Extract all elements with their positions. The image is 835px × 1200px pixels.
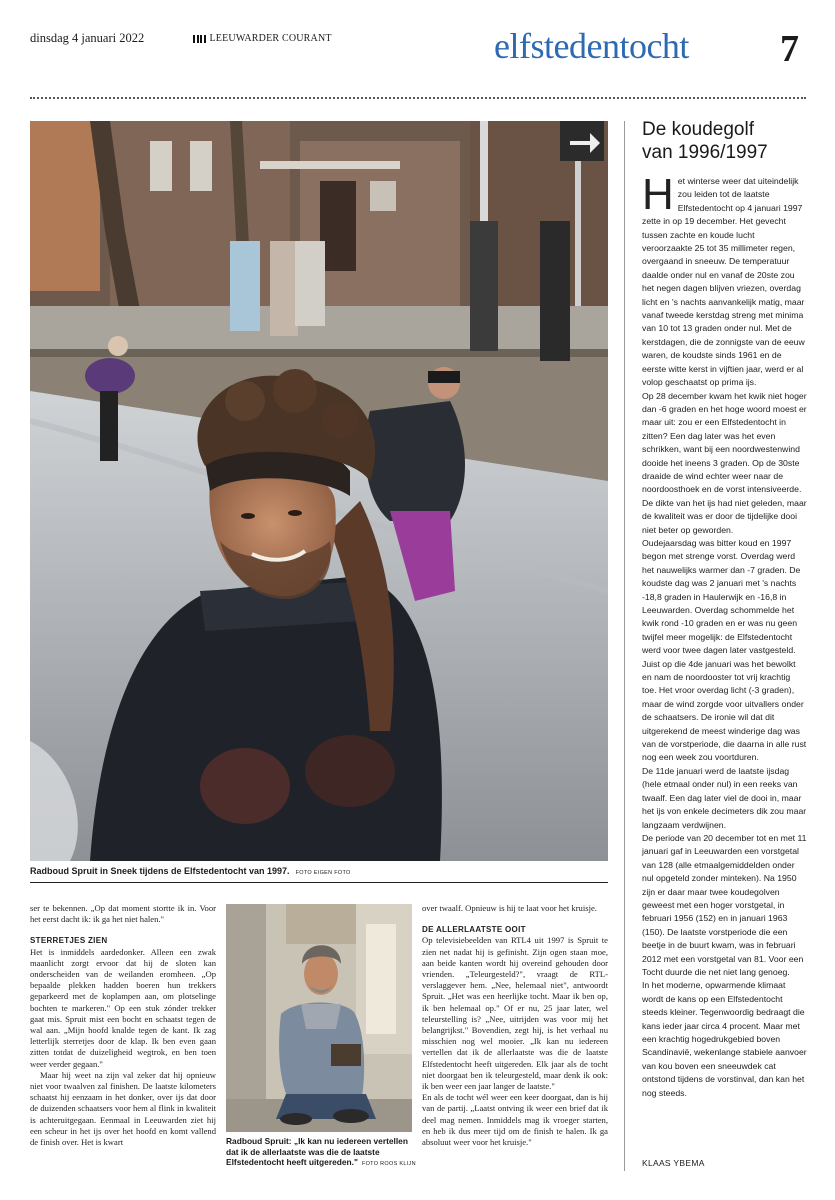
sidebar-article [642, 170, 807, 1100]
article-paragraph: En als de tocht wél weer een keer doorgaat, dan is hij van de partij. „Laatst ontving ik weer een brief dat ik deel mag nemen. Inmiddels mag ik vroeger starten, en heb ik dus meer tijd om de finish te halen. Ik ga absoluut weer voor het kruisje." [422, 1092, 608, 1148]
main-photo [30, 121, 608, 861]
portrait-photo-caption-text: Radboud Spruit: „Ik kan nu iedereen vertellen dat ik de allerlaatste was die de laatste Elfstedentocht heeft uitgereden." [226, 1136, 408, 1168]
article-column-3 [422, 903, 608, 1148]
sidebar-author: KLAAS YBEMA [642, 1158, 705, 1168]
sidebar-paragraph: In het moderne, opwarmende klimaat wordt de kans op een Elfstedentocht steeds kleiner. Tegenwoordig bedraagt die kans ieder jaar circa 4 procent. Maar met een krachtig hogedrukgebied boven Scandinavië, wekenlange stabiele aanvoer van kou boven een sneeuwdek cat ontstond tijdens de vorstinval, dan kan het nog steeds. [642, 980, 807, 1098]
sidebar-paragraph: De periode van 20 december tot en met 11 januari gaf in Leeuwarden een vorstgetal van 128 (alle etmaalgemiddelden onder nul opgeteld zonder minteken). Na 1950 zijn er daar maar twee koudegolven geweest met een hoger vorstgetal, in februari 1956 (152) en in januari 1963 (150). De laatste vorstperiode die een beetje in de buurt kwam, was in februari 2012 met een vorstgetal van 81. Voor een Tocht duurde die net niet lang genoeg. [642, 832, 807, 977]
issue-date: dinsdag 4 januari 2022 [30, 31, 145, 45]
article-paragraph: Op televisiebeelden van RTL4 uit 1997 is Spruit te zien net nadat hij is gefinisht. Zijn ogen staan moe, aan beide kanten wordt hij overeind gehouden door vrienden. „Teleurgesteld?", vraagt de RTL-verslaggever hem. „Nee, helemaal niet", antwoordt Spruit. „Het was een heerlijke tocht. Maar ik ben op, ik ben helemaal op." Of er nu, 25 jaar later, wel teleurstelling is? „Nee, uitrijden was voor mij het belangrijkst." Bovendien, zegt hij, is het verhaal nu misschien nog wel mooier. „Ik kan nu iedereen vertellen dat ik de allerlaatste was die de laatste Elfstedentocht heeft uitgereden. Elk jaar als de tocht niet doorgaat ben ik teleurgesteld, maar denk ik ook: ik ben weer een jaar langer de laatste." [422, 935, 608, 1092]
masthead-bars-icon [193, 35, 206, 43]
page-number: 7 [780, 28, 799, 70]
sidebar-title-line2: van 1996/1997 [642, 142, 768, 163]
main-photo-caption [30, 866, 351, 876]
newspaper-name-label: LEEUWARDER COURANT [209, 33, 332, 44]
portrait-photo-credit: FOTO ROOS KLIJN [361, 1161, 416, 1168]
article-paragraph: over twaalf. Opnieuw is hij te laat voor het kruisje. [422, 903, 597, 913]
main-photo-caption-text: Radboud Spruit in Sneek tijdens de Elfstedentocht van 1997. [30, 866, 290, 876]
sidebar-title-line1: De koudegolf [642, 119, 754, 140]
article-subhead: DE ALLERLAATSTE OOIT [422, 925, 526, 935]
article-paragraph: Maar hij weet na zijn val zeker dat hij opnieuw niet voor twaalven zal finishen. De laatste kilometers schaatst hij eenzaam in het donker, over ijs dat door de duizenden schaatsers voor hem al flink in kwaliteit is achteruitgegaan. Eenmaal in Leeuwarden ziet hij een scheur in het ijs over het hoofd en komt vallend de finish over. Het is kwart [30, 1069, 216, 1148]
portrait-photo-caption [226, 1136, 416, 1170]
header-divider [30, 97, 806, 99]
sidebar-paragraph [642, 170, 807, 390]
caption-divider [30, 882, 608, 883]
portrait-photo-image [226, 904, 412, 1132]
sidebar-paragraph-text: et winterse weer dat uiteindelijk zou leiden tot de laatste Elfstedentocht op 4 januari 1997 zette in op 19 december. Het gevecht tussen zachte en koude lucht veroorzaakte 25 tot 35 millimeter regen, overgaand in sneeuw. De temperatuur daalde onder nul en vanaf de 20ste zou het negen dagen blijven vriezen, overdag licht en 's nachts aanvankelijk matig, maar vanaf tweede kerstdag streng met minima van 10 tot 13 graden onder nul. Met de kerstdagen, die de zonnigste van de eeuw waren, de koudste sinds 1961 en de eerste witte kerst in vijftien jaar, werd er al volop geschaatst op prima ijs. [642, 176, 805, 388]
article-subhead: STERRETJES ZIEN [30, 936, 108, 946]
article-paragraph: ser te bekennen. „Op dat moment stortte ik in. Voor het eerst dacht ik: ik ga het niet halen." [30, 903, 216, 925]
sidebar-title [642, 118, 812, 164]
sidebar-paragraph: De 11de januari werd de laatste ijsdag (hele etmaal onder nul) in een reeks van twaalf. Een dag later viel de dooi in, maar het ijs von enkele decimeters dik zou maar langzaam verdwijnen. [642, 765, 807, 830]
sidebar-paragraph: Op 28 december kwam het kwik niet hoger dan -6 graden en het hoge woord moest er maar uit: zou er een Elfstedentocht in zitten? Een dag later was het even schrikken, want bij een noordwestenwind dooide het ineens 3 graden. Op de 30ste draaide de wind echter weer naar de noordoosthoek en de vorst intensiveerde. De dikte van het ijs had niet geleden, maar de kwaliteit was er door de tijdelijke dooi niet beter op geworden. [642, 390, 807, 535]
article-column-1 [30, 903, 216, 1148]
portrait-photo [226, 904, 412, 1132]
main-photo-image [30, 121, 608, 861]
main-photo-credit: FOTO EIGEN FOTO [295, 870, 351, 876]
drop-cap: H [642, 170, 674, 219]
sidebar-paragraph: Oudejaarsdag was bitter koud en 1997 begon met strenge vorst. Overdag werd het nauwelijks warmer dan -7 graden. De koudste dag was 2 januari met 's nachts -18,8 graden in Haulerwijk en -16,8 in Leeuwarden. Overdag schommelde het kwik rond -10 graden en er was nu geen twijfel meer mogelijk: de Elfstedentocht werd voor twee dagen later vastgesteld. Juist op die 4de januari was het bewolkt en nam de noordooster tot vrij krachtig toe. Het vroor overdag licht (-3 graden), maar de wind zorgde voor uitvallers onder de schaatsers. De ironie wil dat dit uitgerekend de meest winderige dag was van de vorstperiode, die daarna in alle rust nog een week zou voortduren. [642, 537, 807, 763]
newspaper-name [193, 33, 332, 44]
section-title: elfstedentocht [494, 26, 689, 66]
sidebar-rule [624, 121, 625, 1171]
article-paragraph: Het is inmiddels aardedonker. Alleen een zwak maanlicht zorgt ervoor dat hij de sloten kan onderscheiden van de weilanden eromheen. „Op bepaalde plekken hadden boeren hun trekkers geparkeerd met de koplampen aan, om plotselinge bochten te markeren." Op een stuk zónder trekker gaat mis. Spruit mist een bocht en schaatst tegen de wal aan. „Mijn hoofd knalde tegen de kant. Ik zag letterlijk sterretjes door de klap. Ik ben even gaan zitten totdat de duizeligheid wegtrok, en ben toen weer verder gegaan." [30, 946, 216, 1069]
